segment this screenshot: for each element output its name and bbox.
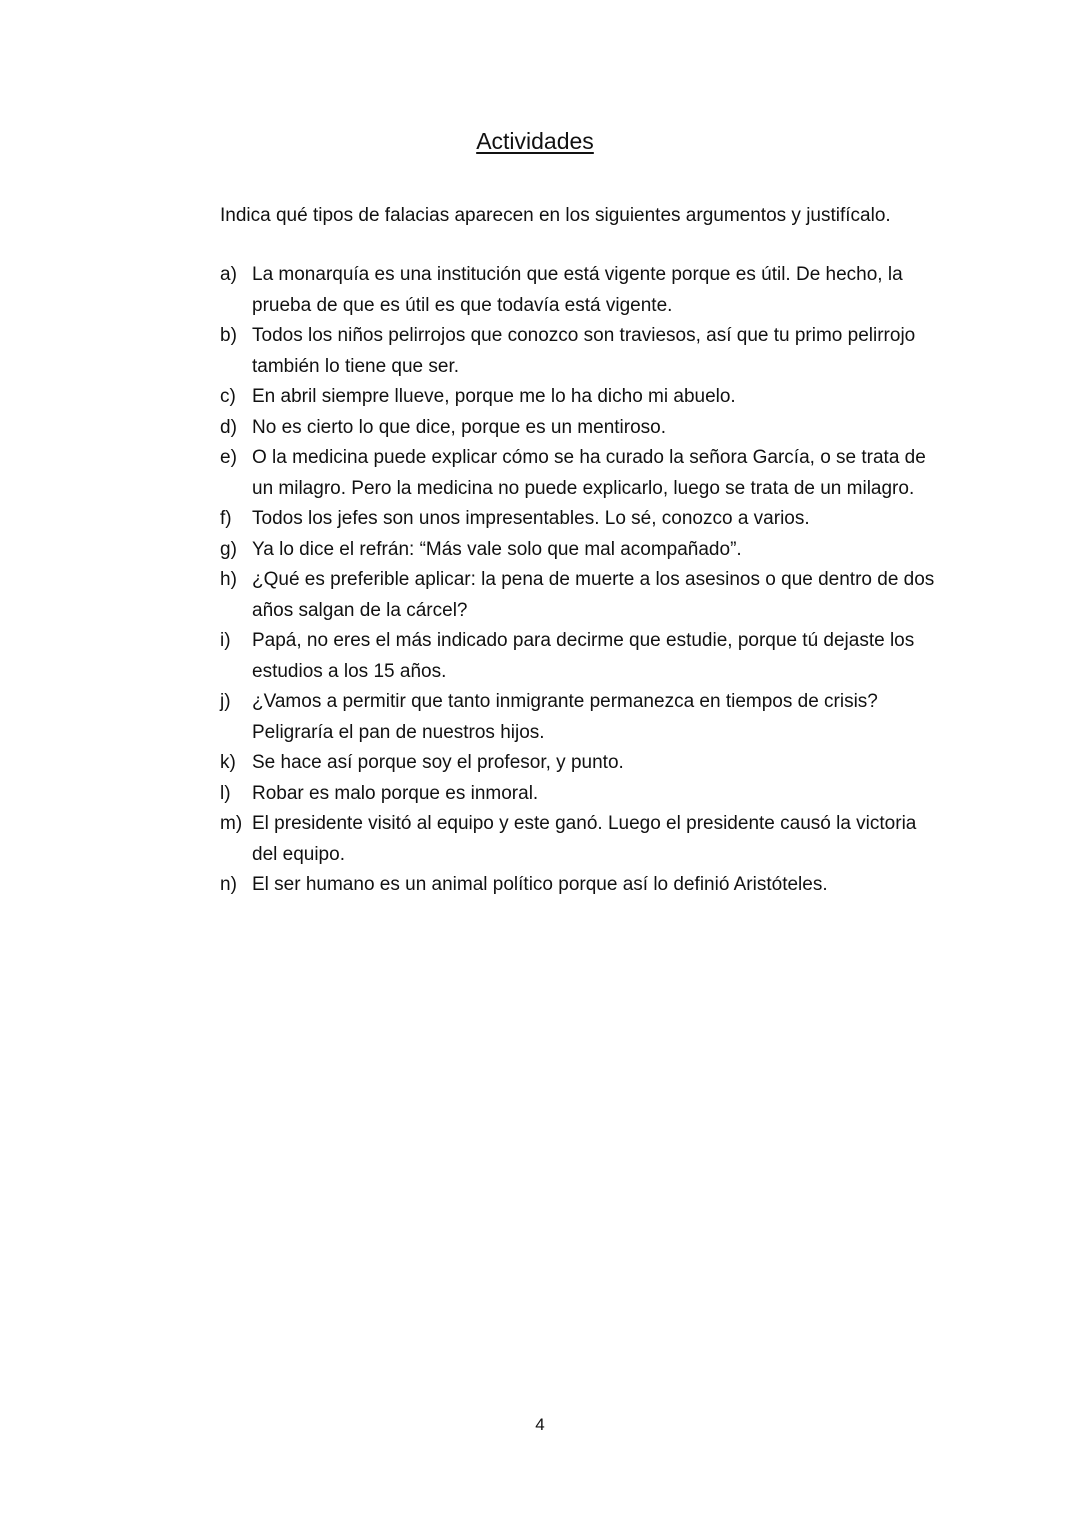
list-item bbox=[220, 565, 940, 626]
list-item bbox=[220, 535, 940, 566]
list-item bbox=[220, 748, 940, 779]
activity-list bbox=[220, 260, 940, 901]
item-text: Todos los jefes son unos impresentables. Lo sé, conozco a varios. bbox=[252, 508, 810, 529]
item-letter: e) bbox=[220, 447, 237, 468]
item-text: En abril siempre llueve, porque me lo ha dicho mi abuelo. bbox=[252, 386, 736, 407]
item-text: ¿Vamos a permitir que tanto inmigrante permanezca en tiempos de crisis? Peligraría el pan de nuestros hijos. bbox=[252, 691, 878, 743]
item-letter: c) bbox=[220, 386, 236, 407]
list-item bbox=[220, 321, 940, 382]
item-text: El presidente visitó al equipo y este ganó. Luego el presidente causó la victoria del equipo. bbox=[252, 813, 917, 865]
item-letter: h) bbox=[220, 569, 237, 590]
item-letter: n) bbox=[220, 874, 237, 895]
page-number: 4 bbox=[535, 1415, 545, 1434]
list-item bbox=[220, 443, 940, 504]
list-item bbox=[220, 382, 940, 413]
list-item bbox=[220, 870, 940, 901]
item-text: La monarquía es una institución que está vigente porque es útil. De hecho, la prueba de que es útil es que todavía está vigente. bbox=[252, 264, 903, 316]
item-text: El ser humano es un animal político porque así lo definió Aristóteles. bbox=[252, 874, 828, 895]
item-text: Robar es malo porque es inmoral. bbox=[252, 782, 539, 804]
item-letter: j) bbox=[220, 691, 231, 712]
item-text: O la medicina puede explicar cómo se ha curado la señora García, o se trata de un milagro. Pero la medicina no puede explicarlo, luego se trata de un milagro. bbox=[252, 447, 926, 499]
item-letter: m) bbox=[220, 813, 243, 834]
list-item bbox=[220, 260, 940, 321]
item-text: Se hace así porque soy el profesor, y punto. bbox=[252, 752, 624, 773]
item-letter: g) bbox=[220, 538, 237, 560]
page-title: Actividades bbox=[476, 128, 594, 154]
item-letter: f) bbox=[220, 508, 232, 529]
item-text: ¿Qué es preferible aplicar: la pena de muerte a los asesinos o que dentro de dos años salgan de la cárcel? bbox=[252, 569, 935, 621]
instruction-text: Indica qué tipos de falacias aparecen en los siguientes argumentos y justifícalo. bbox=[220, 205, 891, 226]
item-text: No es cierto lo que dice, porque es un mentiroso. bbox=[252, 416, 667, 438]
item-letter: k) bbox=[220, 752, 236, 773]
list-item bbox=[220, 504, 940, 535]
item-letter: b) bbox=[220, 325, 237, 346]
list-item bbox=[220, 809, 940, 870]
item-letter: a) bbox=[220, 264, 237, 285]
list-item bbox=[220, 687, 940, 748]
list-item bbox=[220, 779, 940, 810]
item-letter: l) bbox=[220, 782, 231, 804]
list-item bbox=[220, 626, 940, 687]
item-letter: d) bbox=[220, 416, 237, 438]
list-item bbox=[220, 413, 940, 444]
item-text: Ya lo dice el refrán: “Más vale solo que mal acompañado”. bbox=[252, 538, 742, 560]
item-text: Papá, no eres el más indicado para decirme que estudie, porque tú dejaste los estudios a los 15 años. bbox=[252, 630, 915, 682]
item-letter: i) bbox=[220, 630, 231, 651]
item-text: Todos los niños pelirrojos que conozco son traviesos, así que tu primo pelirrojo también lo tiene que ser. bbox=[252, 325, 916, 377]
